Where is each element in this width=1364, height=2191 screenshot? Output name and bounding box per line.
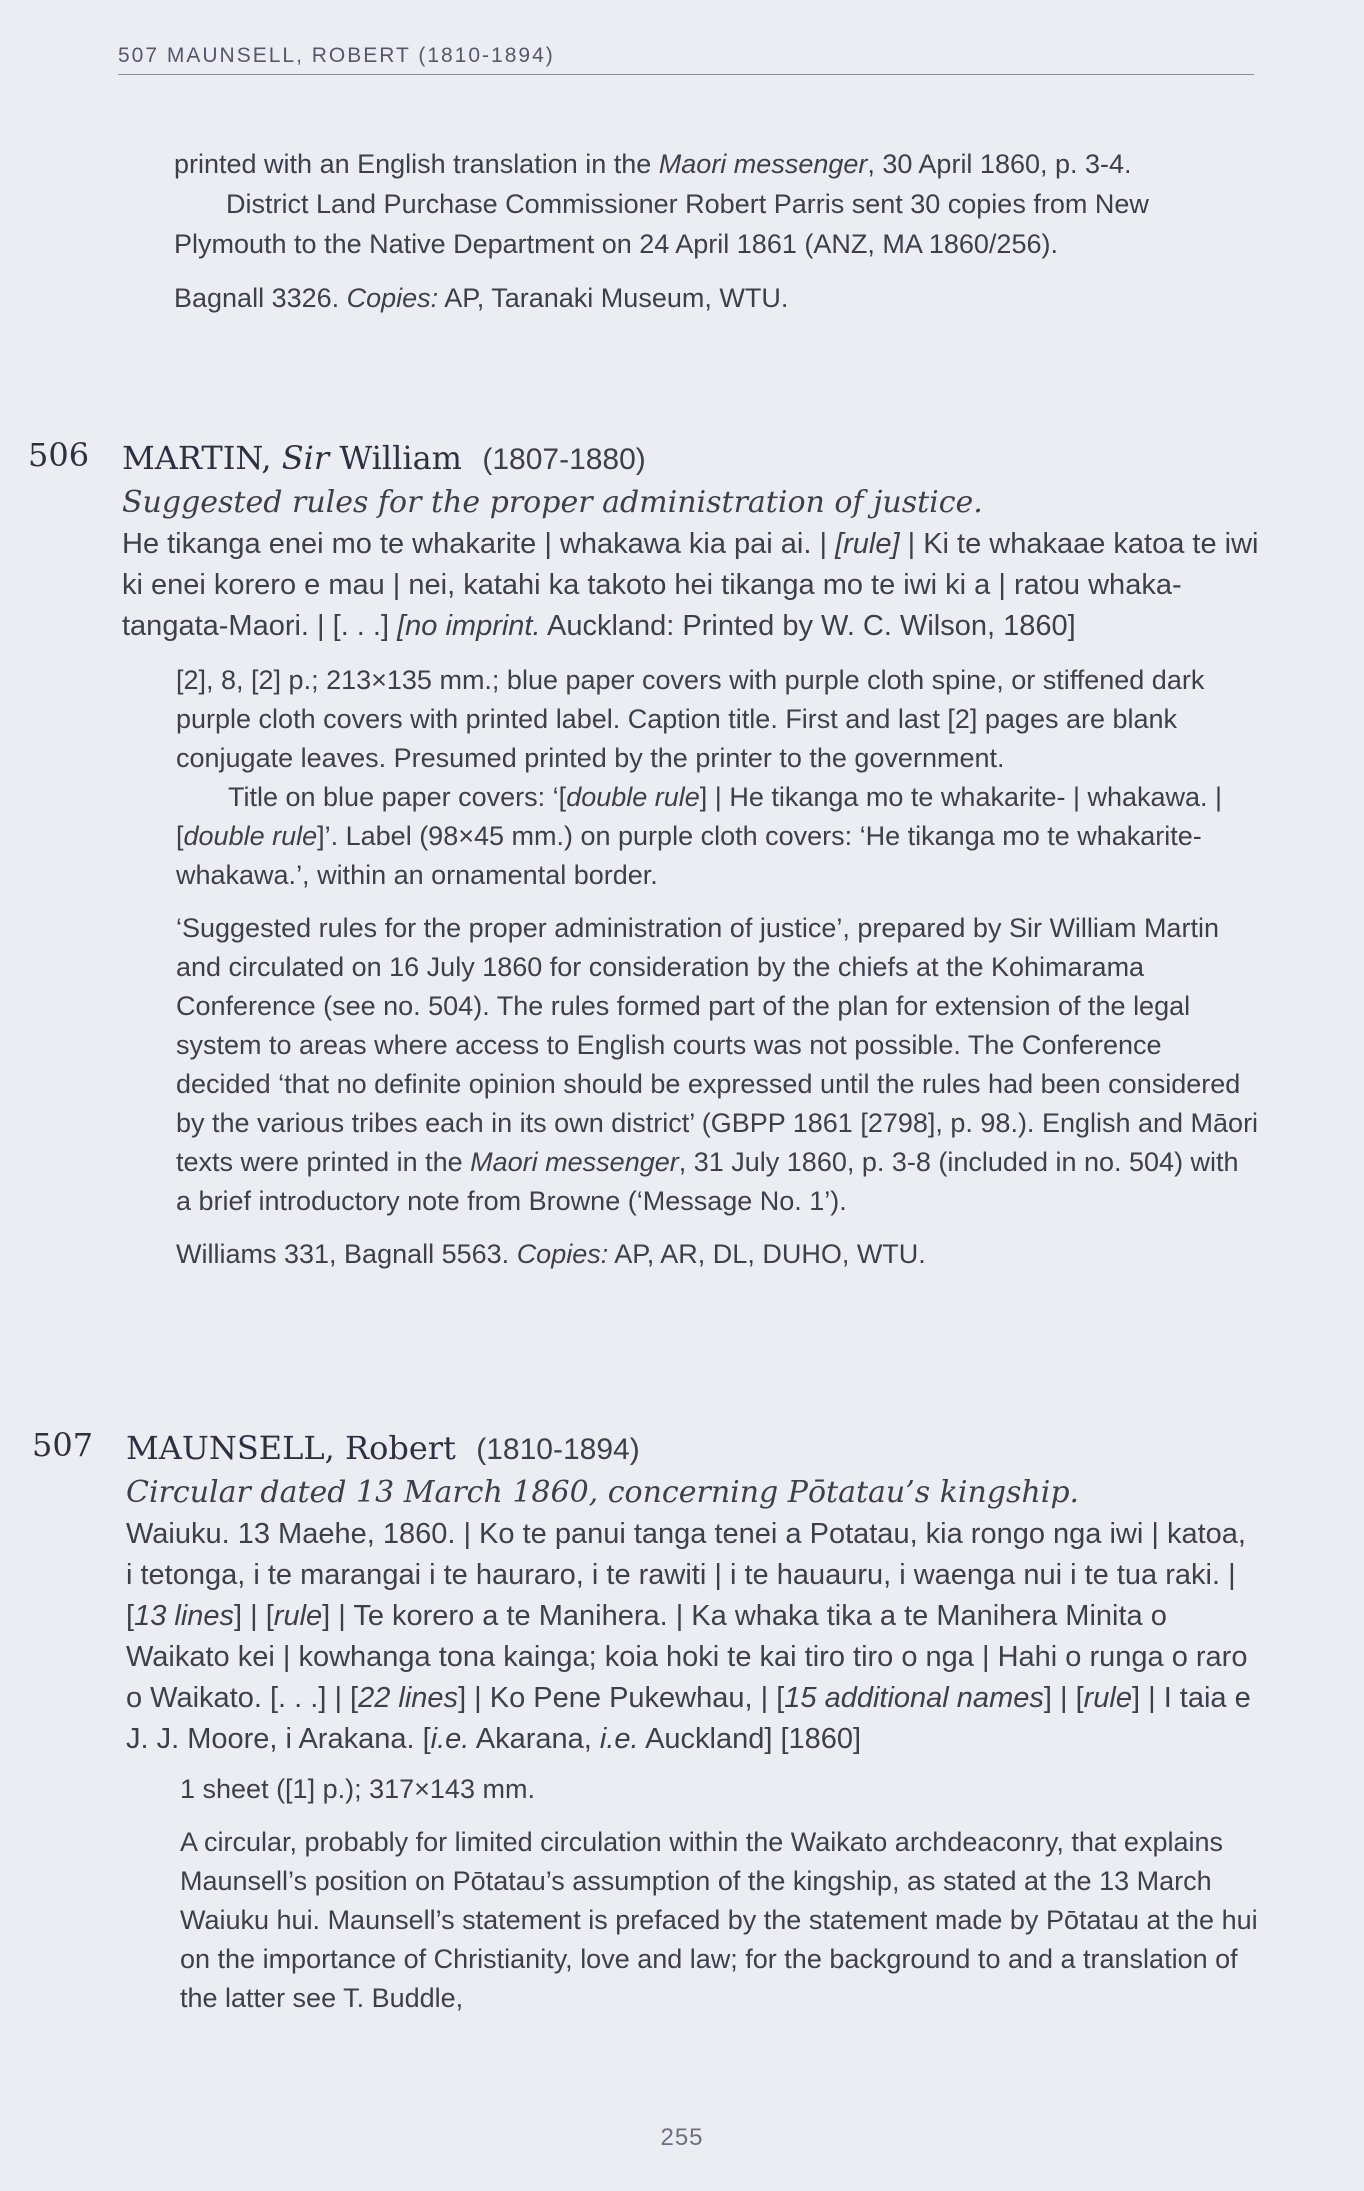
covers-paragraph bbox=[176, 778, 1260, 895]
author-dates: (1807-1880) bbox=[482, 443, 646, 476]
text-run: | Ki te whakaae katoa te iwi ki enei korero e mau | nei, katahi ka takoto hei tikanga mo te iwi ki a | ratou whaka-tangata-Maori. | [. . .] bbox=[122, 528, 1259, 642]
copies-label: Copies: bbox=[346, 283, 439, 313]
entry-notes bbox=[180, 1770, 1260, 2018]
text-run: ‘Suggested rules for the proper administration of justice’, prepared by Sir William Martin and circulated on 16 July 1860 for consideration by the chiefs at the Kohimarama Conference (see no. 504). The rules formed part of the plan for extension of the legal system to areas where access to English courts was not possible. The Conference decided ‘that no definite opinion should be expressed until the rules had been considered by the various tribes each in its own district’ (GBPP 1861 [2798], p. 98.). English and Māori texts were printed in the bbox=[176, 913, 1259, 1177]
author-dates: (1810-1894) bbox=[476, 1433, 640, 1466]
text-run: ]’. Label (98×45 mm.) on purple cloth covers: ‘He tikanga mo te whakarite-whakawa.’, within an ornamental border. bbox=[176, 821, 1202, 890]
text-run: ] | He tikanga mo te whakarite- | whakawa. | [ bbox=[176, 782, 1223, 851]
text-run: Waiuku. 13 Maehe, 1860. | Ko te panui tanga tenei a Potatau, kia rongo nga iwi | katoa, i tetonga, i te marangai i te hauraro, i te rawiti | i te hauauru, i waenga nui i te tua raki. | [ bbox=[126, 1518, 1246, 1632]
entry-number: 506 bbox=[28, 436, 90, 474]
entry-heading bbox=[122, 436, 1260, 482]
text-run: ] | I taia e J. J. Moore, i Arakana. [ bbox=[126, 1682, 1251, 1755]
text-run: rule bbox=[1083, 1682, 1132, 1714]
references-line bbox=[176, 1235, 1260, 1274]
continuation-paragraph: District Land Purchase Commissioner Robert Parris sent 30 copies from New Plymouth to the Native Department on 24 April 1861 (ANZ, MA 1860/256). bbox=[174, 189, 1149, 259]
text-run: ] | Ko Pene Pukewhau, | [ bbox=[458, 1682, 785, 1714]
text-run: 13 lines bbox=[134, 1600, 235, 1632]
text-run: double rule bbox=[183, 821, 318, 851]
text-run: [no imprint. bbox=[397, 610, 541, 642]
text-run: Akarana, bbox=[469, 1723, 600, 1755]
text-run: Williams 331, Bagnall 5563. bbox=[176, 1239, 517, 1269]
title-transcription bbox=[126, 1514, 1260, 1760]
entry-notes bbox=[176, 661, 1260, 1274]
text-run: Bagnall 3326. bbox=[174, 283, 347, 313]
text-run: ] | Te korero a te Manihera. | Ka whaka tika a te Manihera Minita o Waikato kei | kowhanga tona kainga; koia hoki te kai tiro tiro o nga | Hahi o runga o raro o Waikato. [. . .] | [ bbox=[126, 1600, 1248, 1714]
text-run: ] | [ bbox=[234, 1600, 274, 1632]
text-run: He tikanga enei mo te whakarite | whakawa kia pai ai. | bbox=[122, 528, 836, 560]
text-run: Auckland] [1860] bbox=[638, 1723, 862, 1755]
periodical-title: Maori messenger bbox=[470, 1147, 679, 1177]
running-head: 507 MAUNSELL, ROBERT (1810-1894) bbox=[118, 44, 1254, 75]
text-run: AP, Taranaki Museum, WTU. bbox=[438, 283, 789, 313]
note-paragraph bbox=[176, 909, 1260, 1221]
text-run: double rule bbox=[566, 782, 700, 812]
collation-paragraph: [2], 8, [2] p.; 213×135 mm.; blue paper covers with purple cloth spine, or stiffened dark purple cloth covers with printed label. Caption title. First and last [2] pages are blank conjugate leaves. Presumed printed by the printer to the government. bbox=[176, 665, 1205, 773]
text-run: Title on blue paper covers: ‘[ bbox=[228, 782, 567, 812]
entry-title: Suggested rules for the proper administration of justice. bbox=[122, 485, 983, 520]
text-run: i.e. bbox=[599, 1723, 639, 1755]
entry-heading bbox=[126, 1426, 1260, 1472]
text-run: printed with an English translation in the bbox=[174, 149, 659, 179]
entry-number: 507 bbox=[32, 1426, 94, 1464]
note-paragraph: A circular, probably for limited circulation within the Waikato archdeaconry, that explains Maunsell’s position on Pōtatau’s assumption of the kingship, as stated at the 13 March Waiuku hui. Maunsell’s statement is prefaced by the statement made by Pōtatau at the hui on the importance of Christianity, love and law; for the background to and a translation of the latter see T. Buddle, bbox=[180, 1827, 1258, 2013]
text-run: AP, AR, DL, DUHO, WTU. bbox=[608, 1239, 926, 1269]
references-line bbox=[174, 278, 1256, 318]
entry-title: Circular dated 13 March 1860, concerning Pōtatau’s kingship. bbox=[126, 1475, 1080, 1510]
text-run: i.e. bbox=[430, 1723, 470, 1755]
text-run: , 31 July 1860, p. 3-8 (included in no. 504) with a brief introductory note from Browne (‘Message No. 1’). bbox=[176, 1147, 1239, 1216]
entry-body bbox=[122, 436, 1260, 1274]
copies-label: Copies: bbox=[516, 1239, 609, 1269]
continuation-block bbox=[174, 144, 1256, 318]
author-honorific: Sir bbox=[281, 439, 330, 477]
page-number: 255 bbox=[660, 2124, 704, 2151]
author-name: MAUNSELL, Robert bbox=[126, 1429, 456, 1467]
text-run: , 30 April 1860, p. 3-4. bbox=[867, 149, 1132, 179]
entry-body bbox=[126, 1426, 1260, 2018]
text-run: ] | [ bbox=[1043, 1682, 1084, 1714]
author-name: MARTIN, bbox=[122, 439, 282, 477]
author-name: William bbox=[329, 439, 462, 477]
text-run: Auckland: Printed by W. C. Wilson, 1860] bbox=[540, 610, 1076, 642]
periodical-title: Maori messenger bbox=[658, 149, 868, 179]
title-transcription bbox=[122, 524, 1260, 647]
continuation-paragraph bbox=[174, 144, 1256, 184]
collation-paragraph: 1 sheet ([1] p.); 317×143 mm. bbox=[180, 1774, 535, 1804]
text-run: 15 additional names bbox=[784, 1682, 1044, 1714]
text-run: rule bbox=[273, 1600, 323, 1632]
text-run: 22 lines bbox=[358, 1682, 459, 1714]
text-run: [rule] bbox=[835, 528, 900, 560]
